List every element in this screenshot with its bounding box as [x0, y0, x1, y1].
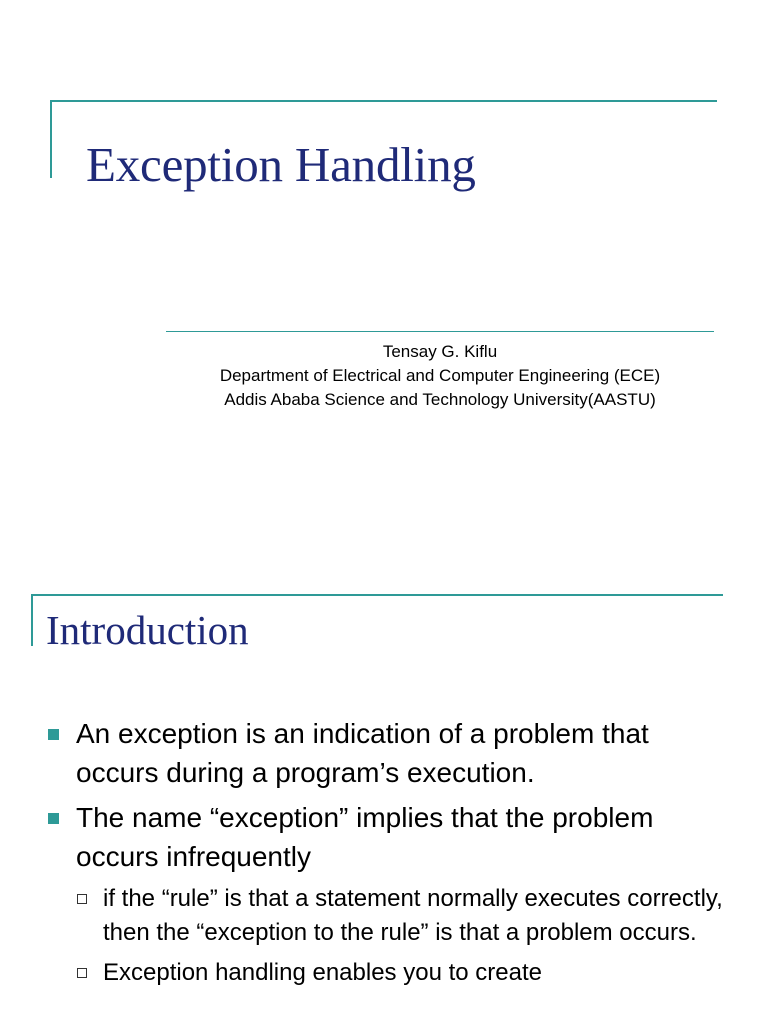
- hollow-square-bullet-icon: [77, 894, 87, 904]
- bullet-text: An exception is an indication of a problem that occurs during a program’s execution.: [76, 718, 649, 788]
- list-item: [0, 956, 723, 990]
- slide-title: Exception Handling: [86, 137, 476, 192]
- university-name: Addis Ababa Science and Technology University(AASTU): [224, 390, 656, 409]
- square-bullet-icon: [48, 813, 59, 824]
- department-name: Department of Electrical and Computer Engineering (ECE): [219, 366, 661, 385]
- hollow-square-bullet-icon: [77, 968, 87, 978]
- square-bullet-icon: [48, 729, 59, 740]
- intro-top-rule: [31, 594, 723, 596]
- subtitle-rule: [166, 331, 714, 332]
- subbullet-text: if the “rule” is that a statement normally executes correctly, then the “exception to the rule” is that a problem occurs.: [103, 885, 723, 946]
- title-top-rule: [50, 100, 717, 102]
- list-item: [0, 882, 723, 950]
- title-left-rule: [50, 100, 52, 178]
- bullet-list: [0, 714, 768, 996]
- subbullet-text: Exception handling enables you to create: [103, 959, 542, 986]
- introduction-slide: [0, 560, 768, 1024]
- bullet-text: The name “exception” implies that the problem occurs infrequently: [76, 802, 654, 872]
- subtitle-block: [160, 340, 720, 412]
- intro-left-rule: [31, 594, 33, 646]
- author-name: Tensay G. Kiflu: [382, 342, 498, 361]
- slide-title: Introduction: [46, 607, 249, 653]
- list-item: [0, 714, 676, 792]
- list-item: [0, 798, 676, 876]
